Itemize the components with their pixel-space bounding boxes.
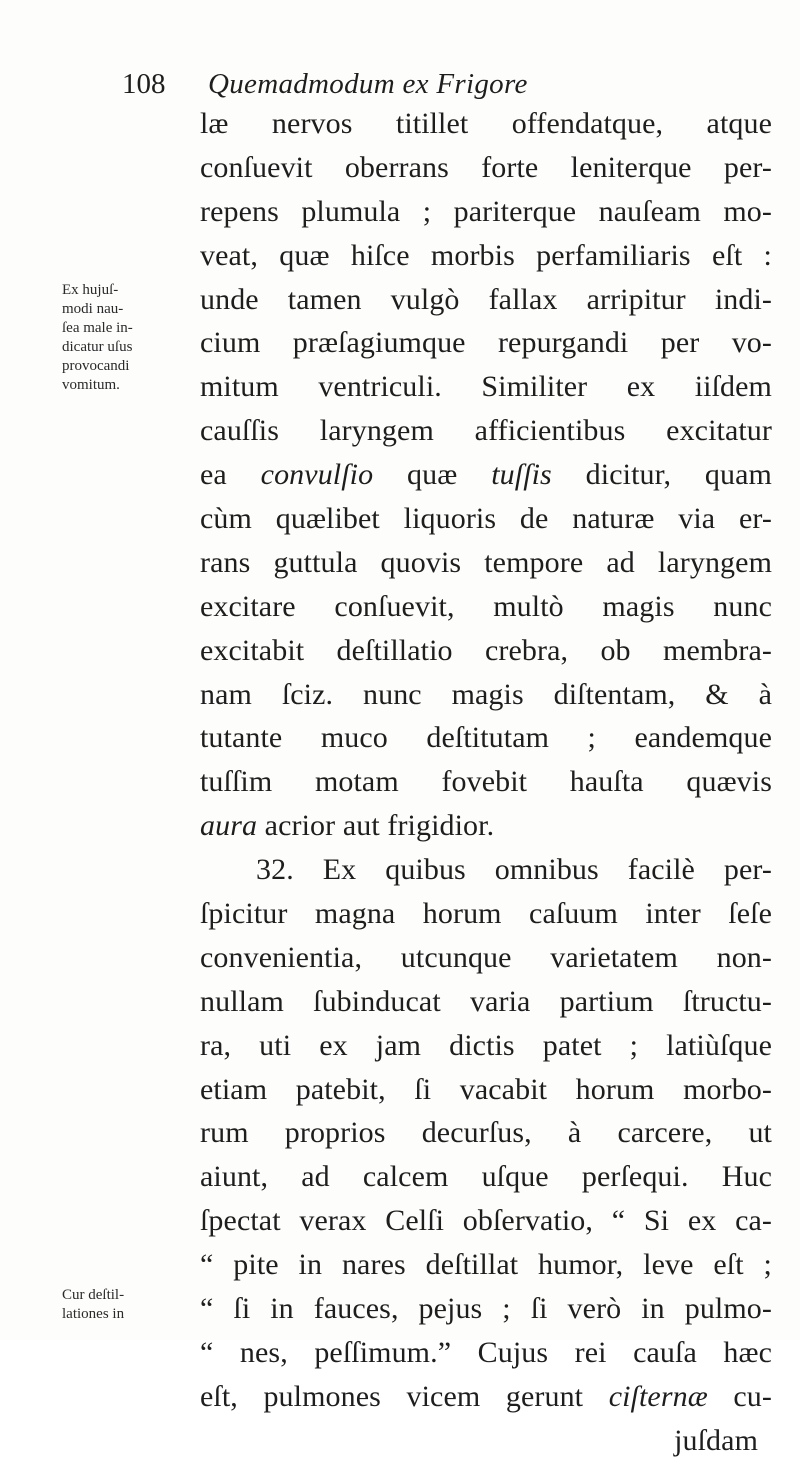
text-line	[200, 453, 772, 497]
text-line: repens plumula ; pariterque nauſeam mo-	[200, 194, 772, 228]
italic-term: tuſſis	[491, 458, 552, 492]
body-text	[200, 102, 772, 1463]
margin-note-line: vomitum.	[62, 377, 120, 393]
margin-note-line: lationes in	[62, 1306, 125, 1322]
text-line: rans guttula quovis tempore ad laryngem	[200, 545, 772, 579]
margin-note-line: Ex hujuſ-	[62, 282, 119, 298]
text-run: quæ	[373, 458, 492, 492]
text-run: cu-	[707, 1379, 772, 1413]
margin-note-line: Cur deſtil-	[62, 1287, 125, 1303]
text-line: unde tamen vulgò fallax arripitur indi-	[200, 282, 772, 316]
text-line: “ nes, peſſimum.” Cujus rei cauſa hæc	[200, 1335, 772, 1369]
text-line: cium præſagiumque repurgandi per vo-	[200, 326, 772, 360]
catchword: juſdam	[674, 1423, 758, 1457]
running-title: Quemadmodum ex Frigore	[208, 68, 528, 100]
text-line: ſpicitur magna horum caſuum inter ſeſe	[200, 897, 772, 931]
italic-term: convulſio	[260, 458, 374, 492]
text-line: cùm quælibet liquoris de naturæ via er-	[200, 502, 772, 536]
text-line: nam ſciz. nunc magis diſtentam, & à	[200, 677, 772, 711]
page-number: 108	[122, 68, 166, 100]
text-line: tuſſim motam fovebit hauſta quævis	[200, 765, 772, 799]
text-line: mitum ventriculi. Similiter ex iiſdem	[200, 370, 772, 404]
text-line: rum proprios decurſus, à carcere, ut	[200, 1116, 772, 1150]
text-line: excitare conſuevit, multò magis nunc	[200, 589, 772, 623]
text-line: ra, uti ex jam dictis patet ; latiùſque	[200, 1028, 772, 1062]
text-run: ea	[200, 458, 261, 492]
text-line	[200, 804, 772, 848]
margin-note-line: dicatur uſus	[62, 339, 133, 355]
margin-note-nausea	[62, 281, 198, 395]
margin-note-line: ſea male in-	[62, 320, 133, 336]
text-line: “ ſi in fauces, pejus ; ſi verò in pulmo-	[200, 1292, 772, 1326]
text-line: aiunt, ad calcem uſque perſequi. Huc	[200, 1160, 772, 1194]
text-line: nullam ſubinducat varia partium ſtructu-	[200, 984, 772, 1018]
text-line: 32. Ex quibus omnibus facilè per-	[256, 853, 772, 887]
italic-term: aura	[200, 809, 258, 843]
margin-note-destillationes	[62, 1286, 198, 1324]
text-line: “ pite in nares deſtillat humor, leve eſt ;	[200, 1248, 772, 1282]
text-line: læ nervos titillet offendatque, atque	[200, 107, 772, 140]
text-line: veat, quæ hiſce morbis perfamiliaris eſt :	[200, 238, 772, 272]
text-line: excitabit deſtillatio crebra, ob membra-	[200, 633, 772, 667]
text-line: ſpectat verax Celſi obſervatio, “ Si ex ca-	[200, 1204, 772, 1238]
text-line: cauſſis laryngem afficientibus excitatur	[200, 414, 772, 448]
text-line	[200, 1375, 772, 1419]
text-line: conſuevit oberrans forte leniterque per-	[200, 150, 772, 184]
page-header	[122, 64, 762, 104]
margin-note-line: provocandi	[62, 358, 130, 374]
margin-note-line: modi nau-	[62, 301, 124, 317]
text-line: etiam patebit, ſi vacabit horum morbo-	[200, 1072, 772, 1106]
text-run: acrior aut frigidior.	[257, 809, 495, 843]
text-line: tutante muco deſtitutam ; eandemque	[200, 721, 772, 755]
text-run: dicitur, quam	[551, 458, 772, 492]
text-line: convenientia, utcunque varietatem non-	[200, 940, 772, 974]
text-run: eſt, pulmones vicem gerunt	[200, 1379, 609, 1413]
italic-term: ciſternæ	[608, 1379, 708, 1413]
